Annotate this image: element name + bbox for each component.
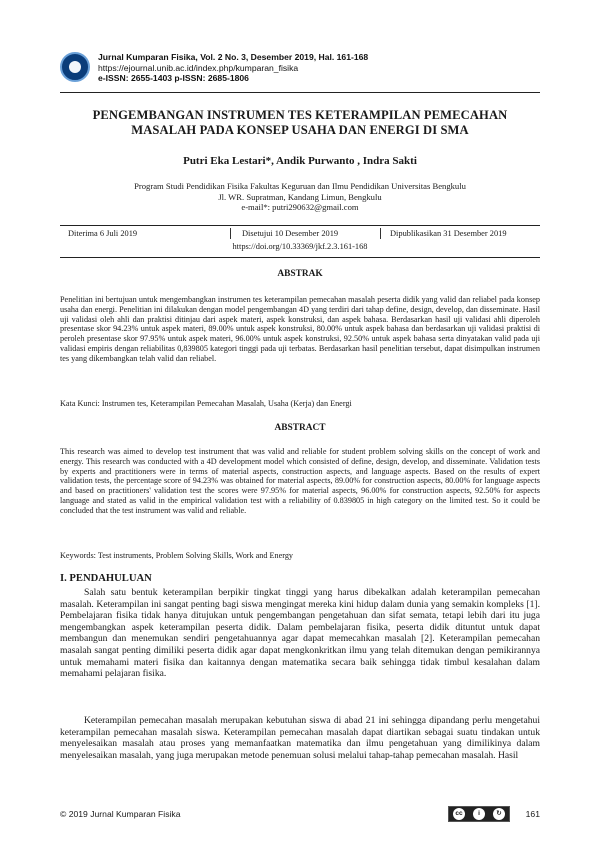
journal-url[interactable]: https://ejournal.unib.ac.id/index.php/kumparan_fisika xyxy=(98,62,299,73)
abstrak-keywords: Kata Kunci: Instrumen tes, Keterampilan Pemecahan Masalah, Usaha (Kerja) dan Energi xyxy=(60,399,352,408)
dates-separator xyxy=(230,228,231,239)
dates-separator xyxy=(380,228,381,239)
abstract-keywords: Keywords: Test instruments, Problem Solving Skills, Work and Energy xyxy=(60,551,294,560)
intro-heading: I. PENDAHULUAN xyxy=(60,573,152,584)
journal-header-text xyxy=(98,52,368,84)
abstrak-heading: ABSTRAK xyxy=(277,269,323,279)
journal-issn: e-ISSN: 2655-1403 p-ISSN: 2685-1806 xyxy=(98,73,249,83)
cc-license-badge[interactable] xyxy=(448,806,510,822)
title-line-2: MASALAH PADA KONSEP USAHA DAN ENERGI DI SMA xyxy=(131,123,469,137)
affiliation-line-1: Program Studi Pendidikan Fisika Fakultas Keguruan dan Ilmu Pendidikan Universitas Bengkulu xyxy=(134,181,466,191)
intro-paragraph-2: Keterampilan pemecahan masalah merupakan kebutuhan siswa di abad 21 ini sehingga dipandang perlu mengetahui keterampilan pemecahan masalah siswa. Keterampilan pemecahan masalah dapat diartikan sebagai suatu tindakan untuk menyelesaikan masalah atau proses yang memanfaatkan matematika dan ilmu pengetahuan yang dimilikinya dalam menyelesaikan masalah, yang juga merupakan metode penemuan solusi melalui tahap-tahap pemecahan masalah. Hasil xyxy=(60,715,540,761)
date-revised: Disetujui 10 Desember 2019 xyxy=(242,229,339,238)
footer-copyright: © 2019 Jurnal Kumparan Fisika xyxy=(60,809,181,819)
sa-icon: ↻ xyxy=(493,808,505,820)
dates-bottom-rule xyxy=(60,257,540,258)
intro-paragraph-1: Salah satu bentuk keterampilan berpikir tingkat tinggi yang harus dibekalkan adalah keterampilan pemecahan masalah. Keterampilan ini sangat penting bagi siswa mengingat mereka kini hidup dalam dunia yang semakin kompleks [1]. Pembelajaran fisika tidak hanya ditujukan untuk pengembangan pengetahuan dan sifat semata, tetapi lebih dari itu juga mengembangkan aspek keterampilan peserta didik. Dalam pembelajaran fisika, peserta didik dituntut untuk dapat membangun dan menemukan sendiri pengetahuannya agar dapat memecahkan masalah [2]. Keterampilan pemecahan masalah sangat penting dimiliki peserta didik agar dapat mengkonkritkan ilmu yang telah ditemukan dengan pemikirannya untuk memahami materi fisika dan kaitannya dengan matematika secara baik sehingga tidak timbul kesalahan dalam memahami pelajaran fisika. xyxy=(60,587,540,680)
affiliation xyxy=(60,181,540,213)
cc-icon: cc xyxy=(453,808,465,820)
abstrak-text: Penelitian ini bertujuan untuk mengembangkan instrumen tes keterampilan pemecahan masalah peserta didik yang valid dan reliabel pada konsep usaha dan energi. Penelitian ini dilakukan dengan model pengembangan 4D yang terdiri dari tahap define, design, develop, dan disseminate. Hasil uji validasi oleh ahli dan praktisi ditinjau dari aspek materi, aspek konstruksi, dan aspek bahasa. Berdasarkan hasil uji validasi ahli diperoleh presentase skor 94.23% untuk aspek materi, 89.00% untuk aspek konstruksi, 80.00% untuk aspek bahasa dan berdasarkan uji validasi praktisi di peroleh presentase skor 97.95% untuk aspek materi, 96.00% untuk aspek konstruksi, 92.50% untuk aspek bahasa serta dinyatakan valid pada uji validasi empiris dengan reliabilitas 0,839805 kategori tinggi pada uji terbatas. Berdasarkan hasil penelitian tersebut, dapat disimpulkan instrumen tes yang dikembangkan telah valid dan reliabel. xyxy=(60,295,540,363)
by-icon: i xyxy=(473,808,485,820)
date-published: Dipublikasikan 31 Desember 2019 xyxy=(390,229,507,238)
header-divider xyxy=(60,92,540,93)
dates-top-rule xyxy=(60,225,540,226)
paper-authors: Putri Eka Lestari*, Andik Purwanto , Indra Sakti xyxy=(183,155,417,167)
doi-link[interactable]: https://doi.org/10.33369/jkf.2.3.161-168 xyxy=(232,242,368,251)
abstract-heading: ABSTRACT xyxy=(274,423,326,433)
abstract-text: This research was aimed to develop test instrument that was valid and reliable for student problem solving skills on the concept of work and energy. This research was conducted with a 4D development model which consisted of define, design, develop, and disseminate. Validation tests by experts and practitioners were in terms of material aspects, construction aspects, and language aspects. Based on the results of expert validation tests, the percentage score of 94.23% was obtained for material aspects, 89.00% for construction aspects, 80.00% for language aspects and based on practitioners' validation test the scores were 97.95% for material aspects, 96.00% for construction aspects, 92.50% for aspects language and stated as valid in the empirical validation test with a reliability of 0.839805 in high category on the limited test. So it could be concluded that the test instrument was valid and reliable. xyxy=(60,447,540,515)
affiliation-email[interactable]: e-mail*: putri290632@gmail.com xyxy=(241,202,359,213)
paper-title xyxy=(60,108,540,138)
journal-citation: Jurnal Kumparan Fisika, Vol. 2 No. 3, Desember 2019, Hal. 161-168 xyxy=(98,52,369,62)
page-number: 161 xyxy=(525,809,540,819)
affiliation-line-2: Jl. WR. Supratman, Kandang Limun, Bengkulu xyxy=(218,191,382,202)
journal-logo-icon xyxy=(60,52,90,82)
journal-header xyxy=(60,52,540,88)
date-received: Diterima 6 Juli 2019 xyxy=(68,229,138,238)
page-footer xyxy=(60,806,540,822)
title-line-1: PENGEMBANGAN INSTRUMEN TES KETERAMPILAN PEMECAHAN xyxy=(92,108,508,122)
